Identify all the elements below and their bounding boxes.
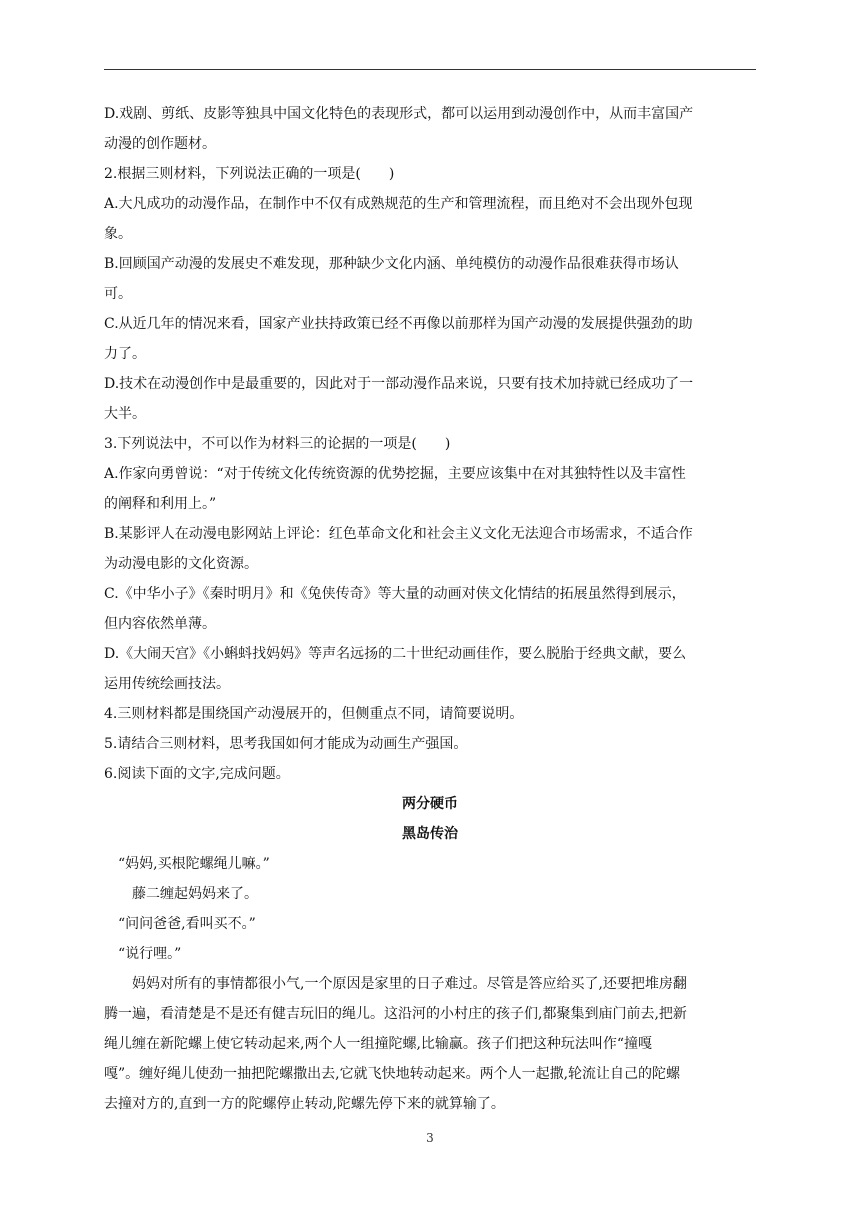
question-5: 5.请结合三则材料，思考我国如何才能成为动画生产强国。 <box>104 736 468 752</box>
story-line: 绳儿缠在新陀螺上使它转动起来,两个人一组撞陀螺,比输赢。孩子们把这种玩法叫作“撞嘎 <box>104 1036 653 1052</box>
question-2: 2.根据三则材料，下列说法正确的一项是( ) <box>104 166 395 182</box>
option-b: B.回顾国产动漫的发展史不难发现，那种缺少文化内涵、单纯模仿的动漫作品很难获得市场认 <box>104 256 679 272</box>
text-line: 的阐释和利用上。” <box>104 496 217 512</box>
text-line: D.戏剧、剪纸、皮影等独具中国文化特色的表现形式，都可以运用到动漫创作中，从而丰富国产 <box>104 106 694 122</box>
option-b: B.某影评人在动漫电影网站上评论：红色革命文化和社会主义文化无法迎合市场需求，不适合作 <box>104 526 693 542</box>
option-d: D.《大闹天宫》《小蝌蚪找妈妈》等声名远扬的二十世纪动画佳作，要么脱胎于经典文献，要么 <box>104 646 687 662</box>
text-line: 可。 <box>104 286 132 302</box>
story-line: 腾一遍，看清楚是不是还有健吉玩旧的绳儿。这沿河的小村庄的孩子们,都聚集到庙门前去,把新 <box>104 1006 687 1022</box>
story-line: 嘎”。缠好绳儿使劲一抽把陀螺撒出去,它就飞快地转动起来。两个人一起撒,轮流让自己的陀螺 <box>104 1066 681 1082</box>
story-line: 妈妈对所有的事情都很小气,一个原因是家里的日子难过。尽管是答应给买了,还要把堆房翻 <box>132 976 687 992</box>
option-a: A.大凡成功的动漫作品，在制作中不仅有成熟规范的生产和管理流程，而且绝对不会出现外包现 <box>104 196 693 212</box>
text-line: 运用传统绘画技法。 <box>104 676 230 692</box>
story-line: 去撞对方的,直到一方的陀螺停止转动,陀螺先停下来的就算输了。 <box>104 1096 505 1112</box>
story-author: 黑岛传治 <box>402 826 458 842</box>
story-title: 两分硬币 <box>402 796 458 812</box>
question-3: 3.下列说法中，不可以作为材料三的论据的一项是( ) <box>104 436 451 452</box>
text-line: 大半。 <box>104 406 146 422</box>
option-c: C.《中华小子》《秦时明月》和《兔侠传奇》等大量的动画对侠文化情结的拓展虽然得到展示， <box>104 586 686 602</box>
question-4: 4.三则材料都是围绕国产动漫展开的，但侧重点不同，请简要说明。 <box>104 706 524 722</box>
text-line: 象。 <box>104 226 132 242</box>
option-a: A.作家向勇曾说：“对于传统文化传统资源的优势挖掘，主要应该集中在对其独特性以及丰富性 <box>104 466 686 482</box>
option-d: D.技术在动漫创作中是最重要的，因此对于一部动漫作品来说，只要有技术加持就已经成功了一 <box>104 376 694 392</box>
story-line: “问问爸爸,看叫买不。” <box>118 916 256 932</box>
text-line: 为动漫电影的文化资源。 <box>104 556 258 572</box>
header-rule <box>104 69 756 70</box>
text-line: 动漫的创作题材。 <box>104 136 216 152</box>
text-line: 力了。 <box>104 346 146 362</box>
story-line: 藤二缠起妈妈来了。 <box>132 886 258 902</box>
page-number: 3 <box>426 1131 434 1145</box>
question-6: 6.阅读下面的文字,完成问题。 <box>104 766 290 782</box>
story-line: “说行哩。” <box>118 946 182 962</box>
option-c: C.从近几年的情况来看，国家产业扶持政策已经不再像以前那样为国产动漫的发展提供强劲的助 <box>104 316 693 332</box>
text-line: 但内容依然单薄。 <box>104 616 216 632</box>
document-content <box>104 99 756 1119</box>
story-line: “妈妈,买根陀螺绳儿嘛。” <box>118 856 270 872</box>
